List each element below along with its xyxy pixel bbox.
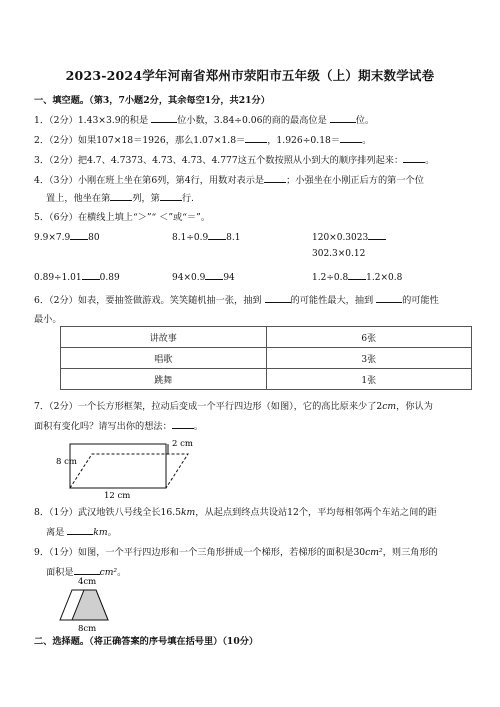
- q9-text-c: 面积是: [46, 567, 74, 578]
- q1-text-b: 位小数，3.84÷0.06的商的最高位是: [177, 115, 330, 126]
- question-8-cont: [46, 524, 117, 538]
- question-5: [34, 209, 210, 223]
- parallelogram-shape: [70, 454, 188, 488]
- q1-text-a: 1．（2分）1.43×3.9的积是: [34, 115, 152, 126]
- fig7-bottom-label: 12 cm: [104, 491, 131, 500]
- q9-text-d: 。: [117, 567, 127, 578]
- table-cell: 讲故事: [61, 327, 267, 348]
- q7-text-a: 7．（2分）一个长方形框架，拉动后变成一个平行四边形（如图），它的高比原来少了2: [34, 401, 383, 412]
- section-choice-heading: 二、选择题。（将正确答案的序号填在括号里）（10分）: [34, 636, 259, 647]
- q5-blank-6[interactable]: [348, 270, 366, 280]
- q6-blank-2[interactable]: [376, 293, 402, 303]
- q8-text-c: 离是: [46, 527, 68, 538]
- fig7-left-label: 8 cm: [56, 457, 77, 467]
- table-cell: 3张: [266, 348, 472, 369]
- question-6: [34, 292, 439, 306]
- rectangle-parallelogram-figure: [56, 434, 196, 500]
- q6-text-c: 的可能性: [402, 295, 439, 306]
- q3-text-b: 。: [425, 155, 435, 166]
- q5-item-3a: 120×0.3023: [312, 230, 386, 243]
- q2-blank-2[interactable]: [340, 133, 362, 143]
- section-fill-blank-heading: 一、填空题。（第3，7小题2分，其余每空1分，共21分）: [34, 95, 270, 106]
- q6-text-d: 最小。: [34, 314, 62, 325]
- fig9-top-label: 4cm: [78, 577, 97, 587]
- question-6-cont: [34, 311, 62, 325]
- table-row: [61, 348, 472, 369]
- question-2: [34, 132, 371, 146]
- fig9-bottom-label: 8cm: [78, 624, 97, 632]
- q1-text-c: 位。: [355, 115, 375, 126]
- question-4-cont: [46, 190, 194, 204]
- q4-text-c: 置上，他坐在第: [46, 193, 111, 204]
- q4-text-e: 行.: [181, 193, 194, 204]
- q7-text-d: 。: [193, 421, 203, 432]
- q6-text-a: 6．（2分）如表，要抽签做游戏。笑笑随机抽一张，抽到: [34, 295, 265, 306]
- q9-text-b: ，则三角形的: [382, 547, 438, 558]
- question-4: [34, 172, 424, 186]
- exam-title: 2023-2024学年河南省郑州市荥阳市五年级（上）期末数学试卷: [65, 68, 435, 83]
- question-7: [34, 398, 433, 412]
- triangle-shape: [72, 590, 108, 620]
- q7-text-c: 面积有变化吗？请写出你的想法：: [34, 421, 172, 432]
- q8-unit: km: [180, 507, 196, 518]
- q2-blank-1[interactable]: [245, 133, 267, 143]
- q7-unit: cm: [382, 401, 397, 412]
- q5-item-3b: 302.3×0.12: [312, 249, 366, 259]
- q8-unit2: km: [93, 527, 108, 538]
- q4-text-d: 列，第: [132, 193, 160, 204]
- question-7-cont: [34, 418, 203, 432]
- question-8: [34, 504, 437, 518]
- q2-text-b: ，1.926÷0.18＝: [267, 135, 341, 146]
- q9-blank-1[interactable]: [74, 565, 100, 575]
- q5-blank-4[interactable]: [82, 270, 100, 280]
- q5-item-6: 1.2÷0.8 1.2×0.8: [312, 270, 402, 283]
- q2-text-c: 。: [362, 135, 372, 146]
- q5-blank-5[interactable]: [205, 270, 223, 280]
- q8-text-b: ，从起点到终点共设站12个，平均每相邻两个车站之间的距: [195, 507, 437, 518]
- q1-blank-1[interactable]: [151, 113, 177, 123]
- q7-blank-1[interactable]: [172, 419, 194, 429]
- lottery-table: [60, 326, 472, 390]
- table-cell: 1张: [266, 369, 472, 390]
- q5-item-2: 8.1÷0.9 8.1: [172, 230, 241, 243]
- table-row: [61, 327, 472, 348]
- q5-blank-1[interactable]: [70, 230, 88, 240]
- q3-text-a: 3．（2分）把4.7、4.7373、4.73̇、4.7̇3̇、4.777这五个数按照从小到大的顺序排列起来：: [34, 155, 404, 166]
- q9-unit: cm²: [365, 547, 383, 558]
- question-9: [34, 544, 438, 558]
- table-cell: 唱歌: [61, 348, 267, 369]
- trapezoid-figure: [52, 576, 122, 632]
- q5-item-4: 0.89÷1.01 0.89: [34, 270, 120, 283]
- q4-text-a: 4．（3分）小刚在班上坐在第6列，第4行，用数对表示是: [34, 175, 265, 186]
- q9-unit2: cm²: [99, 567, 118, 578]
- q5-item-5: 94×0.9 94: [172, 270, 235, 283]
- q5-item-1: 9.9×7.9 80: [34, 230, 100, 243]
- question-3: [34, 152, 434, 166]
- table-row: [61, 369, 472, 390]
- q9-text-a: 9．（1分）如图，一个平行四边形和一个三角形拼成一个梯形，若梯形的面积是30: [34, 547, 366, 558]
- q5-text: 5．（6分）在横线上填上“＞”“ ＜”或“＝”。: [34, 212, 211, 223]
- q4-blank-2[interactable]: [110, 191, 132, 201]
- q2-text-a: 2．（2分）如果107×18＝1926，那么1.07×1.8＝: [34, 135, 246, 146]
- q7-text-b: ，你认为: [396, 401, 433, 412]
- q5-blank-3[interactable]: [368, 230, 386, 240]
- q8-text-d: 。: [107, 527, 117, 538]
- q4-blank-3[interactable]: [160, 191, 182, 201]
- q6-text-b: 的可能性最大，抽到: [290, 295, 377, 306]
- fig7-right-label: 2 cm: [172, 439, 193, 449]
- table-cell: 6张: [266, 327, 472, 348]
- q4-text-b: ；小强坐在小刚正后方的第一个位: [286, 175, 424, 186]
- q1-blank-2[interactable]: [330, 113, 356, 123]
- question-1: [34, 112, 374, 126]
- q6-blank-1[interactable]: [265, 293, 291, 303]
- q3-blank-1[interactable]: [403, 153, 425, 163]
- q8-blank-1[interactable]: [67, 525, 93, 535]
- q5-blank-2[interactable]: [208, 230, 226, 240]
- table-cell: 跳舞: [61, 369, 267, 390]
- q8-text-a: 8．（1分）武汉地铁八号线全长16.5: [34, 507, 181, 518]
- q4-blank-1[interactable]: [264, 173, 286, 183]
